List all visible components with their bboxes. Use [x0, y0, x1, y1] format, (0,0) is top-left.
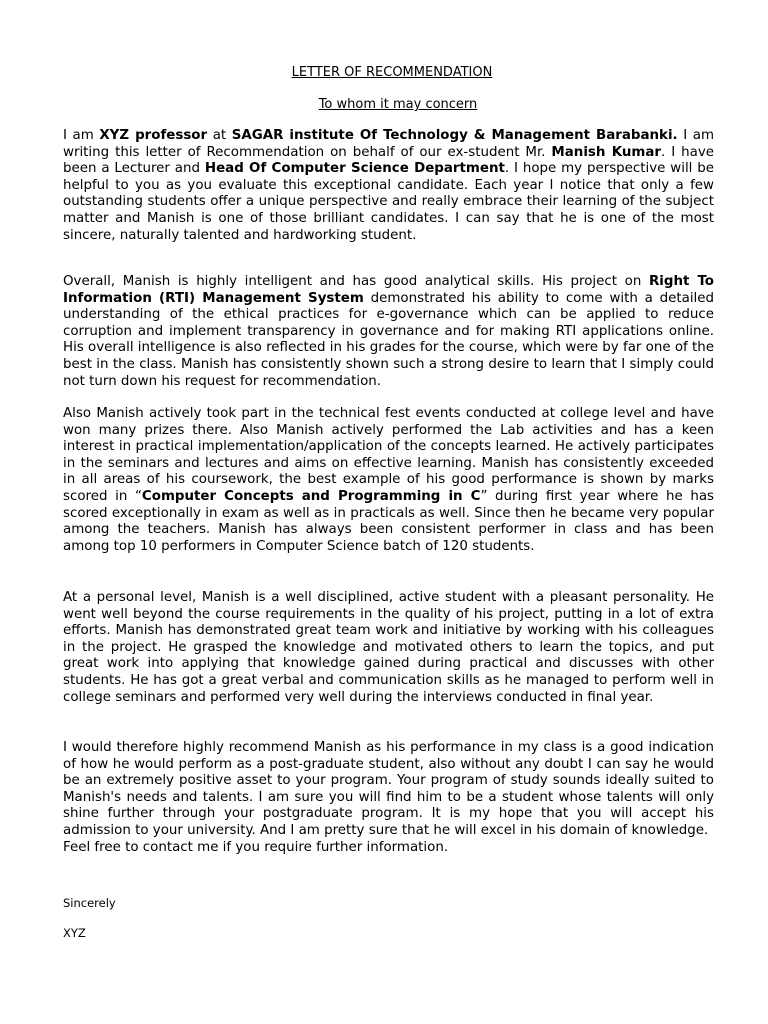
signature: XYZ: [63, 926, 86, 940]
text-run: I would therefore highly recommend Manish as his performance in my class is a good indication of how he would perform as a post-graduate student, also without any doubt I can say he would be an extremely positive asset to your program. Your program of study sounds ideally suited to Manish's needs and talents. I am sure you will find him to be a student whose talents will only shine further through your postgraduate program. It is my hope that you will accept his admission to your university. And I am pretty sure that he will excel in his domain of knowledge.: [63, 740, 714, 838]
text-run: . I hope my perspective will be helpful to you as you evaluate this exceptional candidate. Each year I notice that only a few outstanding students offer a unique perspective and really embrace their learning of the subject matter and Manish is one of those brilliant candidates. I can say that he is one of the most sincere, naturally talented and hardworking student.: [63, 161, 715, 243]
closing: Sincerely: [63, 896, 116, 910]
text-run: I am writing this letter of Recommendation on behalf of our ex-student Mr.: [63, 128, 714, 160]
paragraph-personal: At a personal level, Manish is a well disciplined, active student with a pleasant personality. He went well beyond the course requirements in the quality of his project, putting in a lot of extra efforts. Manish has demonstrated great team work and initiative by working with his colleagues in the project. He grasped the knowledge and motivated others to learn the topics, and put great work into applying that knowledge gained during practical and discusses with other students. He has got a great verbal and communication skills as he managed to perform well in college seminars and performed very well during the interviews conducted in final year.: [63, 590, 714, 705]
salutation: To whom it may concern: [318, 97, 478, 112]
student-name: Manish Kumar: [551, 144, 662, 160]
text-run: . I have been a Lecturer and: [63, 144, 714, 177]
institute-name: SAGAR institute Of Technology & Management Barabanki.: [231, 128, 678, 143]
contact-line: Feel free to contact me if you require further information.: [63, 839, 449, 855]
paragraph-introduction: [63, 128, 714, 244]
professor-name: XYZ professor: [99, 128, 208, 143]
paragraph-recommendation: [63, 740, 714, 856]
course-name: Computer Concepts and Programming in C: [141, 488, 481, 504]
text-run: Overall, Manish is highly intelligent and has good analytical skills. His project on: [63, 274, 649, 289]
text-run: I am: [63, 128, 100, 143]
letter-heading: LETTER OF RECOMMENDATION: [291, 65, 493, 80]
project-name: Right To Information (RTI) Management System: [63, 274, 714, 306]
department-name: Head Of Computer Science Department: [204, 161, 505, 177]
paragraph-project: [63, 274, 714, 390]
text-run: demonstrated his ability to come with a detailed understanding of the ethical practices for e-governance which can be applied to reduce corruption and implement transparency in governance and for making RTI applications online. His overall intelligence is also reflected in his grades for the course, which were by far one of the best in the class. Manish has consistently shown such a strong desire to learn that I simply could not turn down his request for recommendation.: [63, 290, 714, 389]
paragraph-activities: [63, 406, 714, 555]
text-run: at: [207, 128, 232, 143]
text-run: Also Manish actively took part in the technical fest events conducted at college level and have won many prizes there. Also Manish actively performed the Lab activities and has a keen interest in practical implementation/application of the concepts learned. He actively participates in the seminars and lectures and aims on effective learning. Manish has consistently exceeded in all areas of his coursework, the best example of his good performance is shown by marks scored in “: [63, 406, 714, 504]
text-run: ” during first year where he has scored exceptionally in exam as well as in practicals as well. Since then he became very popular among the teachers. Manish has always been consistent performer in class and has been among top 10 performers in Computer Science batch of 120 students.: [63, 488, 715, 554]
